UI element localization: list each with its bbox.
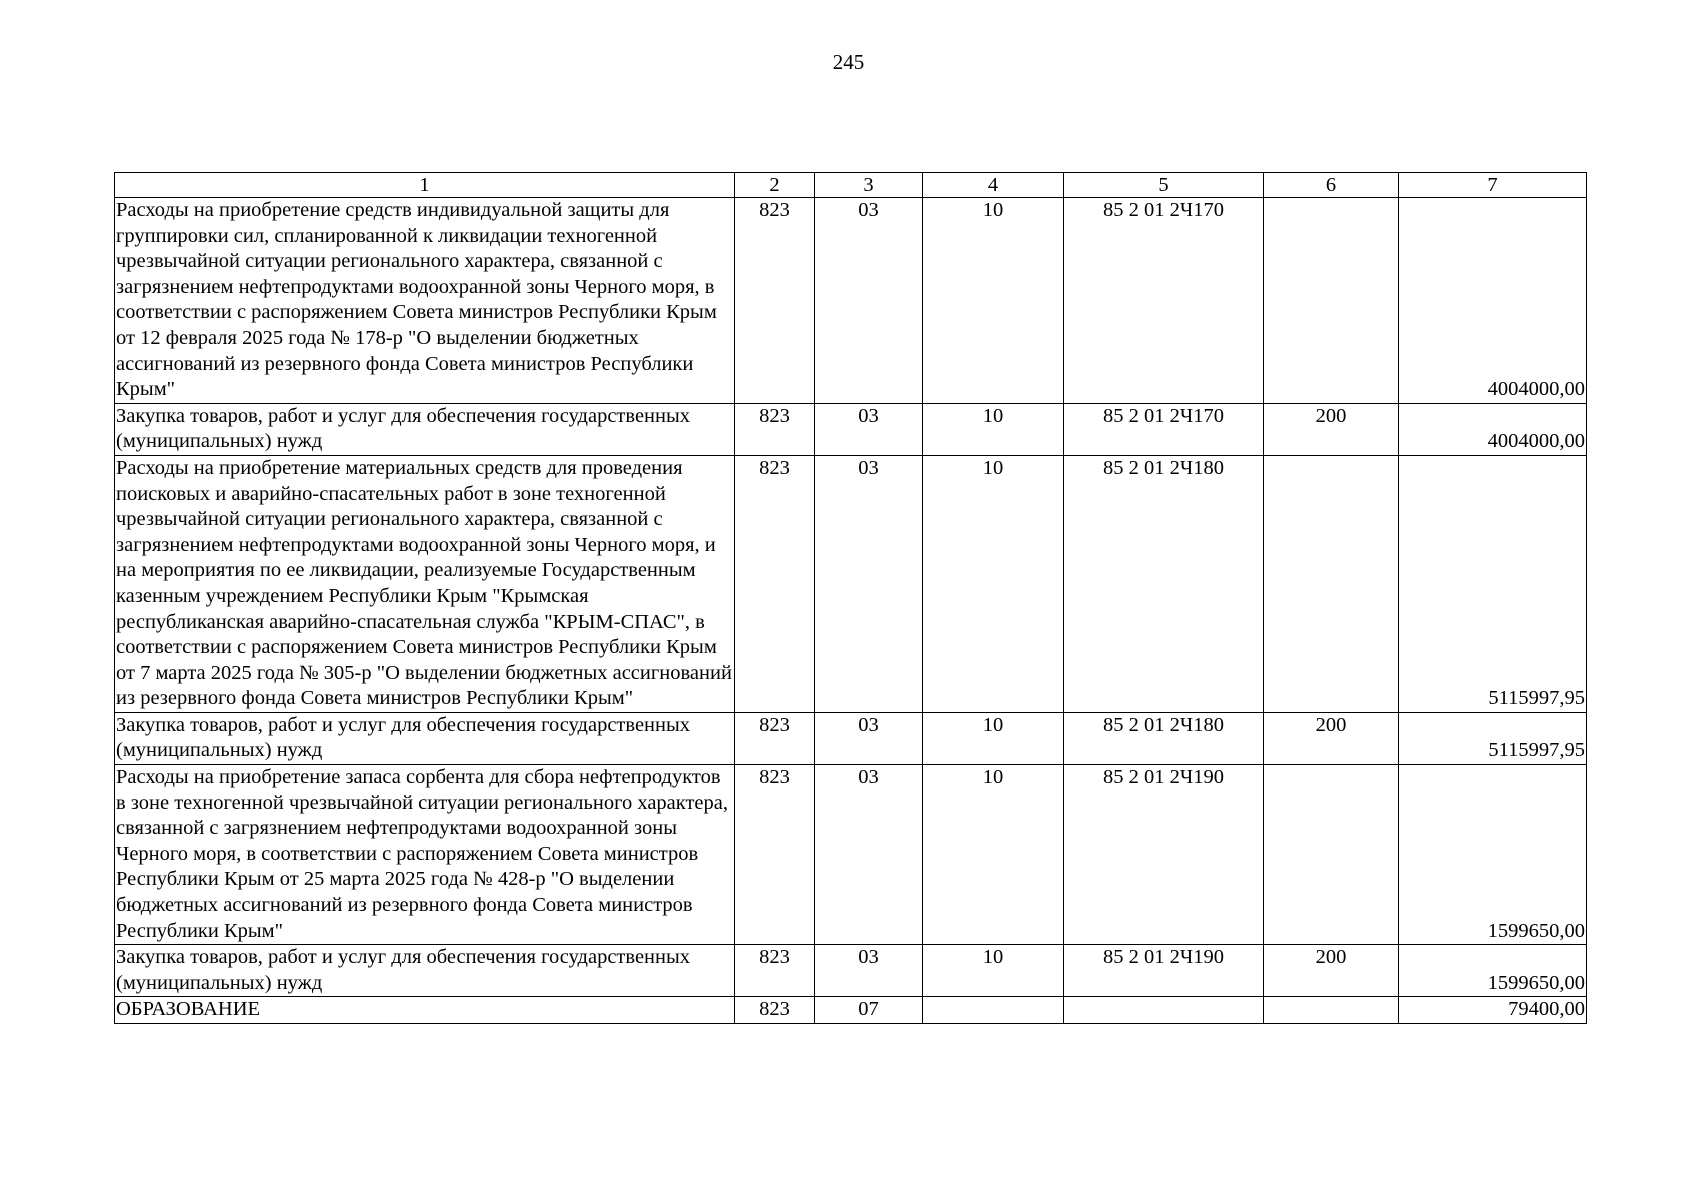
cell-col4: 10 bbox=[923, 765, 1064, 945]
header-cell: 7 bbox=[1399, 173, 1587, 198]
table-row bbox=[115, 712, 1587, 764]
cell-col2: 823 bbox=[735, 945, 815, 997]
cell-col5: 85 2 01 2Ч190 bbox=[1064, 765, 1264, 945]
cell-col5 bbox=[1064, 997, 1264, 1024]
cell-col3: 07 bbox=[815, 997, 923, 1024]
cell-col4: 10 bbox=[923, 403, 1064, 455]
page-number: 245 bbox=[832, 50, 865, 74]
cell-col6: 200 bbox=[1264, 945, 1399, 997]
cell-col4 bbox=[923, 997, 1064, 1024]
description-cell: Расходы на приобретение средств индивидуальной защиты для группировки сил, спланированной к ликвидации техногенной чрезвычайной ситуации регионального характера, связанной с загрязнением нефтепродуктами водоохранной зоны Черного моря, в соответствии с распоряжением Совета министров Республики Крым от 12 февраля 2025 года № 178-р "О выделении бюджетных ассигнований из резервного фонда Совета министров Республики Крым" bbox=[115, 198, 735, 404]
cell-col5: 85 2 01 2Ч190 bbox=[1064, 945, 1264, 997]
cell-col2: 823 bbox=[735, 455, 815, 712]
amount-cell: 1599650,00 bbox=[1399, 945, 1587, 997]
cell-col4: 10 bbox=[923, 712, 1064, 764]
cell-col6: 200 bbox=[1264, 403, 1399, 455]
header-cell: 2 bbox=[735, 173, 815, 198]
header-cell: 5 bbox=[1064, 173, 1264, 198]
cell-col3: 03 bbox=[815, 765, 923, 945]
header-cell: 3 bbox=[815, 173, 923, 198]
amount-cell: 4004000,00 bbox=[1399, 403, 1587, 455]
amount-cell: 4004000,00 bbox=[1399, 198, 1587, 404]
header-cell: 1 bbox=[115, 173, 735, 198]
cell-col4: 10 bbox=[923, 945, 1064, 997]
table-row bbox=[115, 997, 1587, 1024]
cell-col5: 85 2 01 2Ч170 bbox=[1064, 198, 1264, 404]
amount-cell: 1599650,00 bbox=[1399, 765, 1587, 945]
cell-col5: 85 2 01 2Ч170 bbox=[1064, 403, 1264, 455]
cell-col2: 823 bbox=[735, 712, 815, 764]
cell-col4: 10 bbox=[923, 198, 1064, 404]
cell-col3: 03 bbox=[815, 945, 923, 997]
cell-col3: 03 bbox=[815, 455, 923, 712]
amount-cell: 5115997,95 bbox=[1399, 455, 1587, 712]
header-cell: 6 bbox=[1264, 173, 1399, 198]
cell-col6 bbox=[1264, 455, 1399, 712]
description-cell: Закупка товаров, работ и услуг для обеспечения государственных (муниципальных) нужд bbox=[115, 403, 735, 455]
table-row bbox=[115, 198, 1587, 404]
description-cell: Закупка товаров, работ и услуг для обеспечения государственных (муниципальных) нужд bbox=[115, 945, 735, 997]
table-row bbox=[115, 945, 1587, 997]
description-cell: Закупка товаров, работ и услуг для обеспечения государственных (муниципальных) нужд bbox=[115, 712, 735, 764]
header-cell: 4 bbox=[923, 173, 1064, 198]
table-row bbox=[115, 455, 1587, 712]
cell-col6 bbox=[1264, 765, 1399, 945]
cell-col5: 85 2 01 2Ч180 bbox=[1064, 712, 1264, 764]
budget-table bbox=[114, 172, 1587, 1024]
cell-col3: 03 bbox=[815, 712, 923, 764]
cell-col2: 823 bbox=[735, 765, 815, 945]
amount-cell: 79400,00 bbox=[1399, 997, 1587, 1024]
cell-col2: 823 bbox=[735, 997, 815, 1024]
cell-col6: 200 bbox=[1264, 712, 1399, 764]
cell-col6 bbox=[1264, 198, 1399, 404]
cell-col6 bbox=[1264, 997, 1399, 1024]
amount-cell: 5115997,95 bbox=[1399, 712, 1587, 764]
cell-col3: 03 bbox=[815, 198, 923, 404]
table-row bbox=[115, 765, 1587, 945]
description-cell: Расходы на приобретение запаса сорбента для сбора нефтепродуктов в зоне техногенной чрезвычайной ситуации регионального характера, связанной с загрязнением нефтепродуктами водоохранной зоны Черного моря, в соответствии с распоряжением Совета министров Республики Крым от 25 марта 2025 года № 428-р "О выделении бюджетных ассигнований из резервного фонда Совета министров Республики Крым" bbox=[115, 765, 735, 945]
cell-col3: 03 bbox=[815, 403, 923, 455]
cell-col5: 85 2 01 2Ч180 bbox=[1064, 455, 1264, 712]
table-row bbox=[115, 403, 1587, 455]
cell-col2: 823 bbox=[735, 403, 815, 455]
cell-col4: 10 bbox=[923, 455, 1064, 712]
description-cell: ОБРАЗОВАНИЕ bbox=[115, 997, 735, 1024]
cell-col2: 823 bbox=[735, 198, 815, 404]
header-row bbox=[115, 173, 1587, 198]
description-cell: Расходы на приобретение материальных средств для проведения поисковых и аварийно-спасательных работ в зоне техногенной чрезвычайной ситуации регионального характера, связанной с загрязнением нефтепродуктами водоохранной зоны Черного моря, и на мероприятия по ее ликвидации, реализуемые Государственным казенным учреждением Республики Крым "Крымская республиканская аварийно-спасательная служба "КРЫМ-СПАС", в соответствии с распоряжением Совета министров Республики Крым от 7 марта 2025 года № 305-р "О выделении бюджетных ассигнований из резервного фонда Совета министров Республики Крым" bbox=[115, 455, 735, 712]
